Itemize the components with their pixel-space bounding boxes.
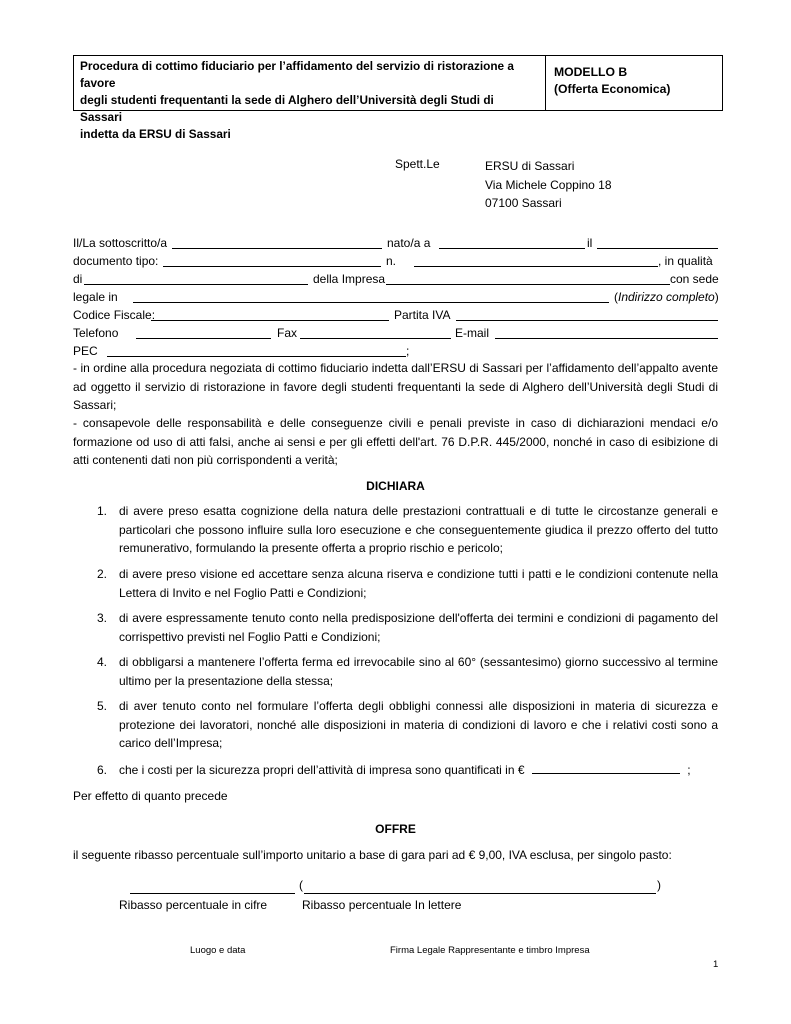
label-cf: Codice Fiscale: — [73, 308, 156, 322]
item-number: 6. — [97, 763, 108, 777]
label-documento: documento tipo: — [73, 254, 159, 268]
label-nato: nato/a a — [387, 236, 431, 250]
ribasso-cifre-field[interactable] — [130, 879, 295, 894]
document-number-field[interactable] — [414, 252, 658, 267]
item-6-end: ; — [687, 763, 691, 777]
phone-field[interactable] — [136, 324, 271, 339]
addressee-line: 07100 Sassari — [485, 196, 562, 210]
item-number: 4. — [97, 655, 108, 669]
item-text: di obbligarsi a mantenere l’offerta ferma ed irrevocabile sino al 60° (sessantesimo) giorno successivo al termine ultimo per la presentazione della stessa; — [119, 655, 718, 688]
item-text: di avere espressamente tenuto conto nella predisposizione dell'offerta dei termini e condizioni di pagamento del corrispettivo previsti nel Foglio Patti e Condizioni; — [119, 611, 718, 644]
per-effetto-text: Per effetto di quanto precede — [73, 789, 228, 803]
item-number: 3. — [97, 611, 108, 625]
addressee-line: Via Michele Coppino 18 — [485, 177, 612, 192]
label-email: E-mail — [455, 326, 490, 340]
label-legale: legale in — [73, 290, 118, 304]
fax-field[interactable] — [300, 324, 451, 339]
label-piva: Partita IVA — [394, 308, 451, 322]
label-fax: Fax — [277, 326, 298, 340]
form-row-document — [73, 252, 718, 270]
item-text — [119, 761, 718, 780]
intro-paragraph-2: - consapevole delle responsabilità e delle conseguenze civili e penali previste in caso di dichiarazioni mendaci e/o formazione od uso di atti falsi, anche ai sensi e per gli effetti dell'art. 76 D.P.R. 445/2000, nonché in caso di esibizione di atti contenenti dati non più corrispondenti a verità; — [73, 416, 718, 467]
role-field[interactable] — [84, 270, 308, 285]
item-number: 1. — [97, 504, 108, 518]
name-field[interactable] — [172, 234, 382, 249]
pec-end: ; — [406, 344, 410, 358]
label-sottoscritto: Il/La sottoscritto/a — [73, 236, 168, 250]
item-text: di avere preso esatta cognizione della natura delle prestazioni contrattuali e di tutte le circostanze generali e particolari che possono influire sulla loro esecuzione e che conseguentemente giudica il prezzo offerto del tutto remunerativo, formulando la presente offerta a proprio rischio e pericolo; — [119, 504, 718, 555]
birthplace-field[interactable] — [439, 234, 585, 249]
label-qualita: , in qualità — [658, 254, 713, 268]
offre-text: il seguente ribasso percentuale sull’importo unitario a base di gara pari ad € 9,00, IVA esclusa, per singolo pasto: — [73, 848, 672, 862]
ribasso-lettere-field[interactable] — [304, 879, 656, 894]
title-line: degli studenti frequentanti la sede di Alghero dell’Università degli Studi di Sassari — [80, 93, 494, 124]
addressee-block — [485, 157, 612, 213]
intro-paragraph-1: - in ordine alla procedura negoziata di cottimo fiduciario indetta dall’ERSU di Sassari per l’affidamento dell’appalto avente ad oggetto il servizio di ristorazione in favore degli studenti frequentanti la sede di Alghero dell’Università degli Studi di Sassari; — [73, 361, 718, 412]
item-number: 2. — [97, 567, 108, 581]
address-hint-text: Indirizzo completo — [618, 290, 715, 304]
label-ribasso-lettere: Ribasso percentuale In lettere — [302, 898, 462, 912]
model-label — [546, 56, 722, 110]
pec-field[interactable] — [107, 342, 406, 357]
form-row-company — [73, 270, 718, 288]
label-sede: con sede — [670, 272, 719, 286]
title-line: Procedura di cottimo fiduciario per l’affidamento del servizio di ristorazione a favore — [80, 59, 514, 90]
label-telefono: Telefono — [73, 326, 119, 340]
item-6-text: che i costi per la sicurezza propri dell’attività di impresa sono quantificati in € — [119, 763, 525, 777]
firma-label: Firma Legale Rappresentante e timbro Impresa — [390, 945, 590, 956]
item-text: di aver tenuto conto nel formulare l’offerta degli obblighi connessi alle disposizioni in materia di sicurezza e protezione dei lavoratori, nonché alle disposizioni in materia di condizioni di lavoro e che i relativi costi sono a carico dell’Impresa; — [119, 699, 718, 750]
dichiara-heading: DICHIARA — [366, 479, 425, 493]
fiscal-code-field[interactable] — [151, 306, 389, 321]
addressee-prefix: Spett.Le — [395, 157, 440, 171]
form-row-name — [73, 234, 718, 252]
email-field[interactable] — [495, 324, 718, 339]
label-pec: PEC — [73, 344, 98, 358]
page-number: 1 — [713, 959, 719, 970]
form-row-fiscal — [73, 306, 718, 324]
label-di: di — [73, 272, 83, 286]
header-box — [73, 55, 723, 141]
procedure-title — [74, 56, 546, 141]
offre-heading: OFFRE — [375, 822, 416, 836]
label-il: il — [587, 236, 593, 250]
addressee-line: ERSU di Sassari — [485, 159, 575, 173]
title-line: indetta da ERSU di Sassari — [80, 127, 231, 141]
paren-open: ( — [299, 878, 303, 892]
document-type-field[interactable] — [163, 252, 381, 267]
model-title: MODELLO B — [554, 65, 628, 79]
security-costs-field[interactable] — [532, 761, 680, 774]
birthdate-field[interactable] — [597, 234, 718, 249]
address-hint: (Indirizzo completo) — [614, 290, 719, 304]
item-text: di avere preso visione ed accettare senza alcuna riserva e condizione tutti i patti e le condizioni contenute nella Lettera di Invito e nel Foglio Patti e Condizioni; — [119, 567, 718, 600]
label-n: n. — [386, 254, 397, 268]
form-row-address — [73, 288, 718, 306]
company-field[interactable] — [386, 270, 670, 285]
form-row-pec — [73, 342, 718, 360]
vat-field[interactable] — [456, 306, 718, 321]
model-subtitle: (Offerta Economica) — [554, 82, 671, 96]
form-row-contacts — [73, 324, 718, 342]
address-field[interactable] — [133, 288, 609, 303]
label-ribasso-cifre: Ribasso percentuale in cifre — [119, 898, 268, 912]
item-number: 5. — [97, 699, 108, 713]
luogo-data-label: Luogo e data — [190, 945, 246, 956]
label-impresa: della Impresa — [313, 272, 386, 286]
paren-close: ) — [657, 878, 661, 892]
